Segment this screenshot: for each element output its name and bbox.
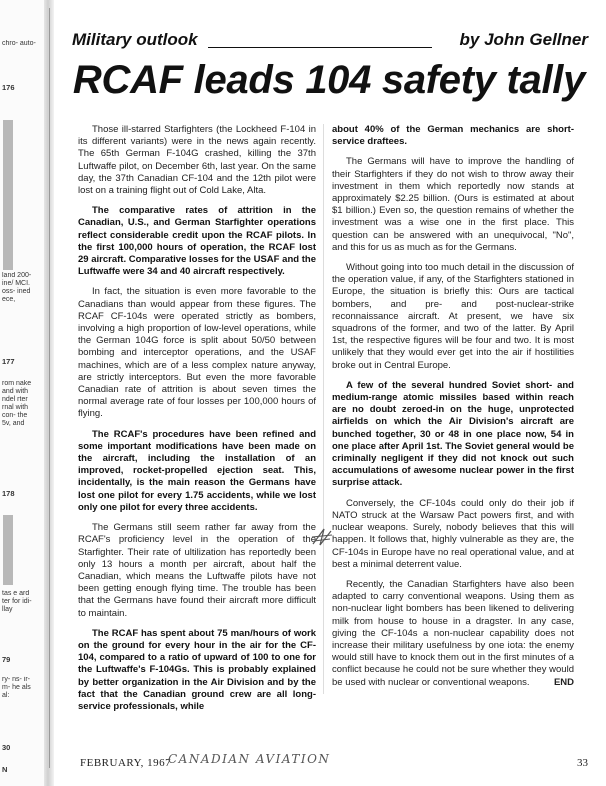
margin-fragment: ry- ns- ir- m- he als al: xyxy=(2,676,31,699)
bold-paragraph: The RCAF's procedures have been refined and some important modifications have been made on the aircraft, including the installation of an improved, rocket-propelled ejection seat. This, incidentally, is the main reason the Germans have lost one pilot for every 1.75 accidents, while we lost only one pilot for every three accidents. xyxy=(78,428,316,513)
handwritten-magazine-name: CANADIAN AVIATION xyxy=(168,752,331,766)
margin-shade xyxy=(3,515,13,585)
bold-paragraph: The comparative rates of attrition in the Canadian, U.S., and German Starfighter operations reflect considerable credit upon the RCAF pilots. In the first 100,000 hours of operation, the RCAF lost 29 aircraft. Comparative losses for the USAF and the Luftwaffe were 34 and 40 aircraft respectively. xyxy=(78,205,316,278)
column-header xyxy=(72,30,588,52)
paragraph: The Germans will have to improve the handling of their Starfighters if they do not wish to throw away their investment in them which reportedly now stands at approximately $2.25 billion. (Ours is estimated at about $1 billion.) Even so, the question remains of whether the investment was a wise one in the first place. This question can be answered with an unequivocal, "No", and this for us as much as for the Germans. xyxy=(332,156,574,253)
issue-date: FEBRUARY, 1967 xyxy=(80,757,172,769)
margin-fragment: rom nake and with ndel rter rnal with con- the 5v, and xyxy=(2,380,32,427)
margin-page-number: 79 xyxy=(2,656,11,664)
binding-line xyxy=(49,8,50,768)
bold-paragraph: A few of the several hundred Soviet short- and medium-range atomic missiles based within reach are no doubt zeroed-in on the huge, unprotected airfields on which the Air Division's aircraft are bunched together, 30 or 48 in one place now, 54 in one place after April 1st. The Soviet general would be criminally negligent if they did not knock out such accumulations of awesome nuclear power in the first surprise attack. xyxy=(332,379,574,489)
paragraph: Conversely, the CF-104s could only do their job if NATO struck at the Warsaw Pact powers first, and with nuclear weapons. Surely, nobody believes that this will happen. It follows that, highly vulnerable as they are, the CF-104s in Europe have no real operational value, and at best a minimal deterrent value. xyxy=(332,497,574,570)
handwritten-mark-icon xyxy=(310,526,334,548)
paragraph: Those ill-starred Starfighters (the Lockheed F-104 in its different variants) were in the news again recently. The 65th German F-104G crashed, killing the 37th Luftwaffe pilot, on December 6th, last year. On the same day, the 37th Canadian CF-104 and the 12th pilot were lost on a training flight out of Cold Lake, Alta. xyxy=(78,124,316,197)
margin-fragment: chro- auto- xyxy=(2,40,36,47)
margin-fragment: tas e ard ter for idi- llay xyxy=(2,590,32,613)
paragraph: The Germans still seem rather far away from the RCAF's proficiency level in the operation of the Starfighter. Their rate of ultilization has reportedly been only 13 hours a month per aircraft, about half the Canadian, which means the Luftwaffe pilots have not been getting enough flying time. The trouble has been that the Germans have found their aircraft more difficult to maintain. xyxy=(78,522,316,619)
margin-page-number: N xyxy=(2,766,8,774)
headline: RCAF leads 104 safety tally xyxy=(72,58,586,102)
header-rule xyxy=(208,47,432,48)
paragraph: Without going into too much detail in the discussion of the operation value, if any, of the Starfighters stationed in Europe, the situation is briefly this: Ours are tactical bombers, and pre- and post-nuclear-strike reconnaissance aircraft. At present, we have six squadrons of the former, and two of the latter. By April 1st, the respective figures will be four and two. It is most unlikely that they would ever get into the air if hostilities broke out in Central Europe. xyxy=(332,262,574,371)
article-column-right xyxy=(332,124,574,697)
margin-page-number: 178 xyxy=(2,490,15,498)
article-column-left xyxy=(78,124,316,721)
section-title: Military outlook xyxy=(72,30,198,49)
paragraph: In fact, the situation is even more favorable to the Canadians than would appear from these figures. The RCAF CF-104s were operated strictly as bombers, involving a high proportion of low-level operations, while the German 104G force is split about 50/50 between bombing and interceptor operations, and the USAF machines, which are of a less complex nature anyway, are strictly interceptors. But even the more favorable Canadian rate of attrition is about seven times the normal average rate of four losses per 100,000 hours of flying. xyxy=(78,286,316,420)
page-number: 33 xyxy=(577,757,588,769)
margin-page-number: 177 xyxy=(2,358,15,366)
margin-shade xyxy=(3,120,13,270)
column-divider xyxy=(323,124,324,694)
margin-fragment: land 200- ine/ MCI. oss- ined ece, xyxy=(2,272,32,303)
margin-page-number: 30 xyxy=(2,744,11,752)
bold-paragraph: about 40% of the German mechanics are short-service draftees. xyxy=(332,124,574,148)
margin-page-number: 176 xyxy=(2,84,15,92)
byline: by John Gellner xyxy=(459,30,588,49)
bold-paragraph: The RCAF has spent about 75 man/hours of work on the ground for every hour in the air for the CF-104, compared to a ratio of upward of 100 to one for the Luftwaffe's F-104Gs. This is probably explained by better organization in the Air Division and by the fact that the Canadian ground crew are all long-service professionals, while xyxy=(78,627,316,712)
paragraph: Recently, the Canadian Starfighters have also been adapted to carry conventional weapons. Using them as non-nuclear light bombers has been likened to delivering milk from house to house in a dragster. In any case, giving the CF-104s a non-nuclear capability does not increase their military usefulness by one iota: the enemy would still have to knock them out in the first minutes of a conflict because he could not be sure whether they would be used with nuclear or conventional weapons. END xyxy=(332,578,574,688)
end-mark: END xyxy=(553,676,574,688)
facing-page-margin xyxy=(0,0,46,786)
